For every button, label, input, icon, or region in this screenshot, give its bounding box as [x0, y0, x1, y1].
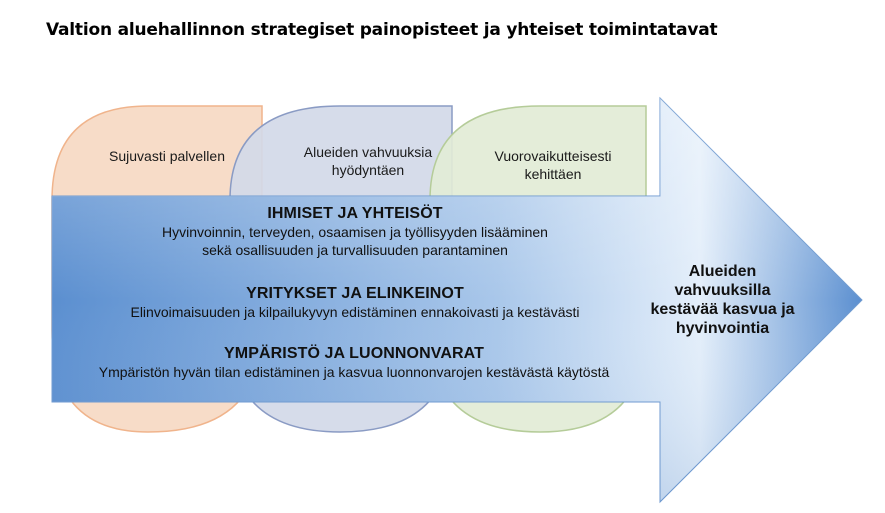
- block-people-desc-2: sekä osallisuuden ja turvallisuuden parantaminen: [202, 242, 508, 258]
- page-title: Valtion aluehallinnon strategiset painopisteet ja yhteiset toimintatavat: [46, 20, 718, 40]
- block-people-heading: IHMISET JA YHTEISÖT: [267, 205, 443, 222]
- block-people: [60, 204, 650, 259]
- block-environment-heading: YMPÄRISTÖ JA LUONNONVARAT: [224, 345, 484, 362]
- block-people-desc-1: Hyvinvoinnin, terveyden, osaamisen ja työllisyyden lisääminen: [162, 224, 548, 240]
- petal-label-3: Vuorovaikutteisesti kehittäen: [494, 148, 612, 182]
- arrow-goal-text: Alueiden vahvuuksilla kestävää kasvua ja hyvinvointia: [650, 263, 795, 337]
- block-environment-desc-1: Ympäristön hyvän tilan edistäminen ja kasvua luonnonvarojen kestävästä käytöstä: [98, 364, 610, 380]
- block-business: [60, 284, 650, 321]
- block-business-heading: YRITYKSET JA ELINKEINOT: [246, 285, 464, 302]
- block-business-desc-1: Elinvoimaisuuden ja kilpailukyvyn edistäminen ennakoivasti ja kestävästi: [130, 304, 580, 320]
- petal-label-1: Sujuvasti palvellen: [109, 148, 225, 164]
- block-environment: [54, 344, 654, 381]
- petal-label-2: Alueiden vahvuuksia hyödyntäen: [303, 144, 433, 178]
